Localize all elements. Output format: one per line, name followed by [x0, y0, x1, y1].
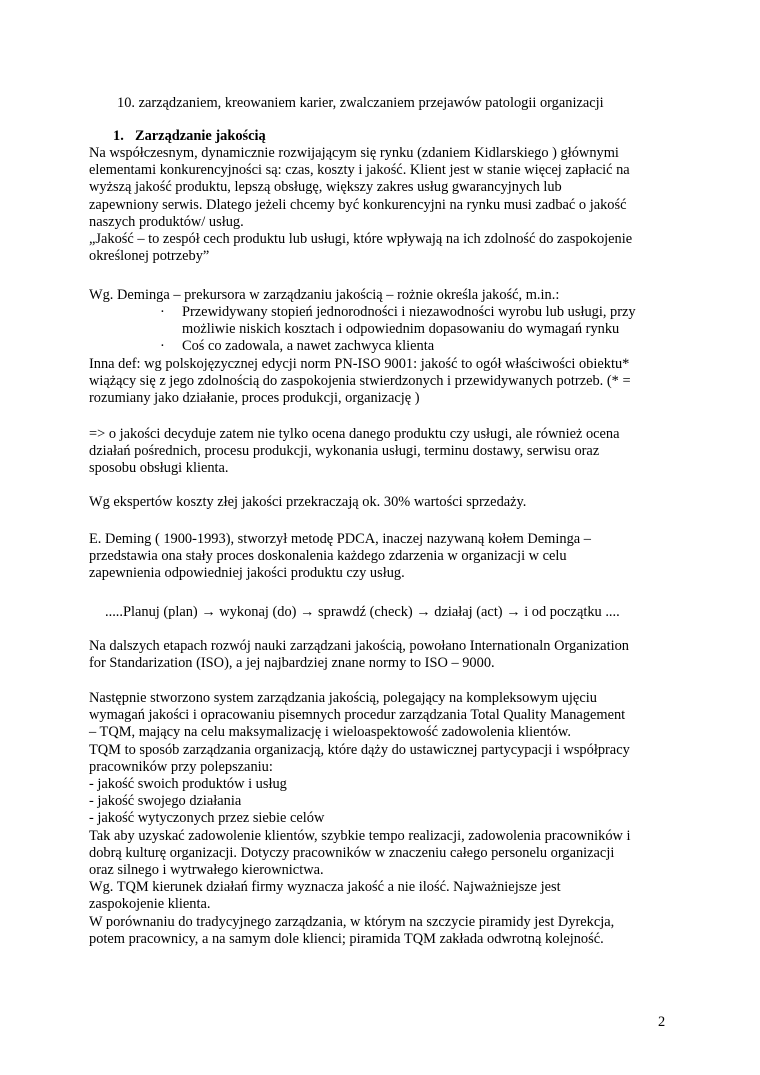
- text-line: – TQM, mający na celu maksymalizację i wieloaspektowość zadowolenia klientów.: [89, 724, 571, 741]
- text-line: Wg. Deminga – prekursora w zarządzaniu jakością – rożnie określa jakość, m.in.:: [89, 287, 560, 303]
- paragraph-iso: [89, 638, 679, 672]
- text-line: działań pośrednich, procesu produkcji, wykonania usługi, terminu dostawy, serwisu oraz: [89, 443, 600, 460]
- paragraph-iso-definition: [89, 356, 679, 408]
- text-line: Na dalszych etapach rozwój nauki zarządzani jakością, powołano Internationaln Organization: [89, 638, 629, 654]
- text-line: TQM to sposób zarządzania organizacją, które dąży do ustawicznej partycypacji i współpracy: [89, 741, 630, 758]
- list-item: [160, 304, 680, 338]
- deming-definitions-list: [160, 304, 680, 356]
- text-line: wymagań jakości i opracowaniu pisemnych procedur zarządzania Total Quality Management: [89, 707, 626, 724]
- text-line: Coś co zadowala, a nawet zachwyca klienta: [182, 338, 435, 355]
- paragraph-quality-intro: [89, 145, 679, 265]
- text-line: Przewidywany stopień jednorodności i niezawodności wyrobu lub usługi, przy: [182, 304, 636, 320]
- section-number: 1.: [113, 128, 124, 144]
- text-line: możliwie niskich kosztach i odpowiednim dopasowaniu do wymagań rynku: [182, 321, 620, 338]
- text-line: E. Deming ( 1900-1993), stworzył metodę PDCA, inaczej nazywaną kołem Deminga –: [89, 531, 591, 547]
- paragraph-quality-decides: [89, 426, 679, 478]
- paragraph-pdca: [89, 531, 679, 583]
- pdca-cycle: .....Planuj (plan) → wykonaj (do) → sprawdź (check) → działaj (act) → i od początku ....: [105, 604, 620, 620]
- text-line: oraz silnego i wytrwałego kierownictwa.: [89, 862, 324, 879]
- text-line: elementami konkurencyjności są: czas, koszty i jakość. Klient jest w stanie więcej zapłacić na: [89, 162, 630, 179]
- paragraph-tqm: [89, 690, 679, 948]
- text-line: naszych produktów/ usług.: [89, 213, 244, 230]
- bullet-marker: ·: [160, 338, 165, 355]
- paragraph-quality-cost: [89, 494, 679, 511]
- text-line: „Jakość – to zespół cech produktu lub usługi, które wpływają na ich zdolność do zaspokojenie: [89, 231, 633, 248]
- bullet-marker: ·: [160, 304, 165, 320]
- text-line: wyższą jakość produktu, lepszą obsługę, większy zakres usług gwarancyjnych lub: [89, 179, 562, 196]
- text-line: Tak aby uzyskać zadowolenie klientów, szybkie tempo realizacji, zadowolenia pracowników i: [89, 827, 631, 844]
- intro-line: 10. zarządzaniem, kreowaniem karier, zwalczaniem przejawów patologii organizacji: [117, 95, 604, 111]
- text-line: zapewniony serwis. Dlatego jeżeli chcemy być konkurencyjni na rynku musi zadbać o jakość: [89, 196, 627, 213]
- text-line: zaspokojenie klienta.: [89, 896, 211, 913]
- page-number: 2: [658, 1014, 666, 1030]
- text-line: - jakość swojego działania: [89, 793, 242, 810]
- text-line: Następnie stworzono system zarządzania jakością, polegający na kompleksowym ujęciu: [89, 690, 597, 706]
- text-line: dobrą kulturę organizacji. Dotyczy pracowników w znaczeniu całego personelu organizacji: [89, 844, 615, 861]
- section-title: Zarządzanie jakością: [135, 128, 266, 144]
- text-line: określonej potrzeby”: [89, 248, 210, 265]
- text-line: rozumiany jako działanie, proces produkcji, organizację ): [89, 390, 420, 407]
- text-line: pracowników przy polepszaniu:: [89, 758, 273, 775]
- text-line: sposobu obsługi klienta.: [89, 460, 229, 477]
- deming-intro: [89, 287, 679, 304]
- text-line: - jakość wytyczonych przez siebie celów: [89, 810, 325, 827]
- text-line: wiążący się z jego zdolnością do zaspokojenia stwierdzonych i przewidywanych potrzeb. (* =: [89, 373, 631, 390]
- text-line: - jakość swoich produktów i usług: [89, 776, 287, 793]
- text-line: potem pracownicy, a na samym dole klienci; piramida TQM zakłada odwrotną kolejność.: [89, 930, 604, 947]
- text-line: Wg ekspertów koszty złej jakości przekraczają ok. 30% wartości sprzedaży.: [89, 494, 527, 510]
- text-line: zapewnienia odpowiedniej jakości produktu czy usług.: [89, 565, 405, 582]
- list-item: [160, 338, 680, 355]
- text-line: Wg. TQM kierunek działań firmy wyznacza jakość a nie ilość. Najważniejsze jest: [89, 879, 561, 896]
- text-line: for Standarization (ISO), a jej najbardziej znane normy to ISO – 9000.: [89, 655, 495, 672]
- text-line: Inna def: wg polskojęzycznej edycji norm PN-ISO 9001: jakość to ogół właściwości obiektu*: [89, 356, 630, 372]
- section-heading: [113, 128, 266, 145]
- text-line: => o jakości decyduje zatem nie tylko ocena danego produktu czy usługi, ale również ocena: [89, 426, 620, 442]
- text-line: przedstawia ona stały proces doskonalenia każdego zdarzenia w organizacji w celu: [89, 548, 567, 565]
- text-line: Na współczesnym, dynamicznie rozwijającym się rynku (zdaniem Kidlarskiego ) głównymi: [89, 145, 619, 161]
- text-line: W porównaniu do tradycyjnego zarządzania, w którym na szczycie piramidy jest Dyrekcja,: [89, 913, 615, 930]
